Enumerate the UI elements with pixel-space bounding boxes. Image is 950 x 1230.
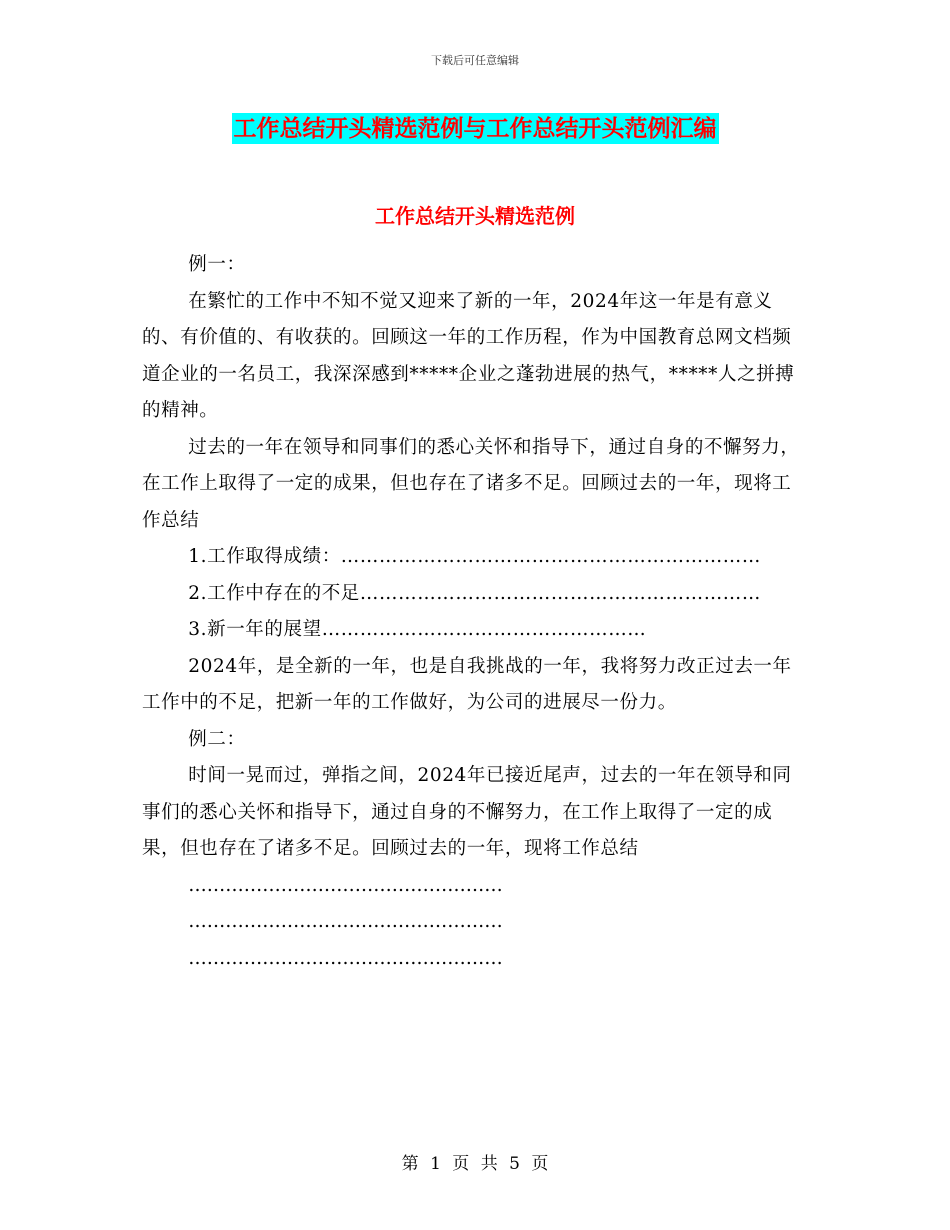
document-body [142, 247, 808, 977]
list-item: 2.工作中存在的不足……………………………………………………… [188, 582, 762, 604]
document-title-text: 工作总结开头精选范例与工作总结开头范例汇编 [233, 115, 717, 142]
page-header-note: 下载后可任意编辑 [431, 54, 519, 67]
list-item: 3.新一年的展望…………………………………………… [188, 619, 647, 640]
paragraph: 时间一晃而过，弹指之间，2024年已接近尾声，过去的一年在领导和同事们的悉心关怀和指导下，通过自身的不懈努力，在工作上取得了一定的成果，但也存在了诸多不足。回顾过去的一年，现将工作总结 [142, 765, 792, 859]
page-number: 第 1 页 共 5 页 [401, 1154, 549, 1174]
paragraph: 在繁忙的工作中不知不觉又迎来了新的一年，2024年这一年是有意义的、有价值的、有收获的。回顾这一年的工作历程，作为中国教育总网文档频道企业的一名员工，我深深感到*****企业之蓬勃进展的热气，*****人之拼搏的精神。 [142, 290, 795, 421]
paragraph-example-1-label: 例一： [188, 254, 246, 275]
section-title: 工作总结开头精选范例 [375, 204, 575, 228]
document-title [0, 112, 950, 148]
paragraph-example-2-label: 例二： [188, 728, 246, 750]
dotted-line: …………………………………………… [188, 874, 503, 896]
paragraph: 2024年，是全新的一年，也是自我挑战的一年，我将努力改正过去一年工作中的不足，把新一年的工作做好，为公司的进展尽一份力。 [142, 655, 792, 713]
dotted-line: …………………………………………… [188, 911, 503, 932]
dotted-line: …………………………………………… [188, 947, 503, 969]
list-item: 1.工作取得成绩：………………………………………………………… [188, 546, 762, 567]
paragraph: 过去的一年在领导和同事们的悉心关怀和指导下，通过自身的不懈努力，在工作上取得了一定的成果，但也存在了诸多不足。回顾过去的一年，现将工作总结 [142, 436, 800, 531]
